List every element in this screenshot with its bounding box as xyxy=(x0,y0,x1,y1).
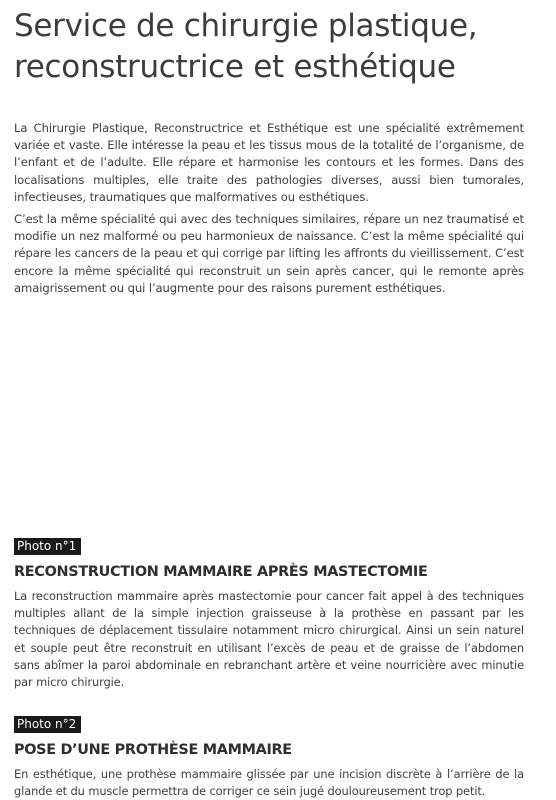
page-title-line-2: reconstructrice et esthétique xyxy=(14,49,456,85)
section-text-2: En esthétique, une prothèse mammaire glissée par une incision discrète à l’arrière de la glande et du muscle permettra de corriger ce sein jugé douloureusement trop petit. xyxy=(14,767,524,799)
intro-text xyxy=(14,120,524,297)
section-photo-1 xyxy=(14,535,524,691)
page-title xyxy=(14,6,524,88)
photo-badge-2: Photo n°2 xyxy=(14,716,81,733)
intro-paragraph-2: C’est la même spécialité qui avec des techniques similaires, répare un nez traumatisé et modifie un nez malformé ou peu harmonieux de naissance. C’est la même spécialité qui répare les cancers de la peau et qui corrige par lifting les affronts du vieillissement. C’est encore la même spécialité qui reconstruit un sein après cancer, qui le remonte après amaigrissement ou qui l’augmente pour des raisons purement esthétiques. xyxy=(14,212,524,295)
section-title-1: RECONSTRUCTION MAMMAIRE APRÈS MASTECTOMIE xyxy=(14,564,428,580)
photo-badge-1: Photo n°1 xyxy=(14,538,81,555)
page-title-line-1: Service de chirurgie plastique, xyxy=(14,8,478,44)
section-photo-2 xyxy=(14,713,524,800)
page-content xyxy=(14,6,524,302)
section-title-2: POSE D’UNE PROTHÈSE MAMMAIRE xyxy=(14,742,292,758)
intro-paragraph-1: La Chirurgie Plastique, Reconstructrice et Esthétique est une spécialité extrêmement variée et vaste. Elle intéresse la peau et les tissus mous de la totalité de l’organisme, de l’enfant et de l’adulte. Elle répare et harmonise les contours et les formes. Dans des localisations multiples, elle traite des pathologies diverses, aussi bien tumorales, infectieuses, traumatiques que malformatives ou esthétiques. xyxy=(14,121,524,204)
section-text-1: La reconstruction mammaire après mastectomie pour cancer fait appel à des techniques multiples allant de la simple injection graisseuse à la prothèse en passant par les techniques de déplacement tissulaire notamment micro chirurgical. Ainsi un sein naturel et souple peut être reconstruit en utilisant l’excès de peau et de graisse de l’abdomen sans abîmer la paroi abdominale en rebranchant artère et veine nourricière avec minutie par micro chirurgie. xyxy=(14,589,524,690)
